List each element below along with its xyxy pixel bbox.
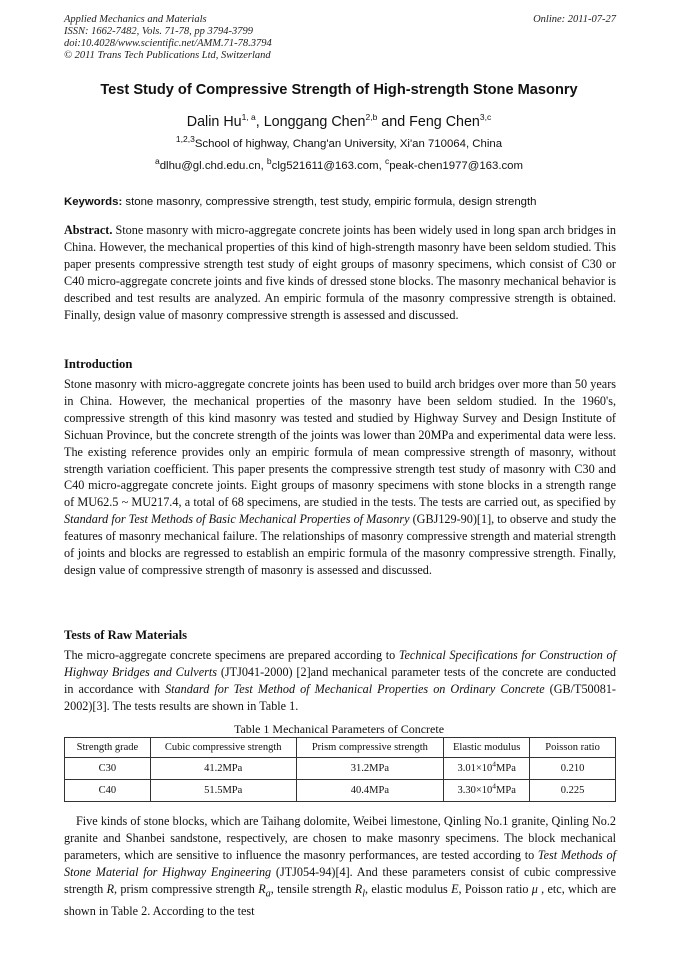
raw-standard-title: Technical Specifications for Construction of Highway Bridges and Culverts: [64, 648, 616, 679]
table-cell-poisson: 0.210: [530, 758, 616, 780]
table-row: [65, 758, 616, 780]
stone-text: , tensile strength: [270, 881, 355, 896]
email-sup: a: [154, 156, 160, 167]
affiliation: [40, 134, 638, 150]
author-name: Feng Chen: [409, 114, 480, 130]
table-header-cell: Strength grade: [65, 738, 151, 758]
stone-text: , elastic modulus: [365, 881, 452, 896]
table-header-cell: Prism compressive strength: [296, 738, 444, 758]
journal-copyright: © 2011 Trans Tech Publications Ltd, Switzerland: [64, 50, 271, 61]
table1-caption: Table 1 Mechanical Parameters of Concrete: [233, 722, 445, 736]
stone-text: Five kinds of stone blocks, which are Taihang dolomite, Weibei limestone, Qinling No.1 granite, Qinling No.2 granite and Shanbei sandstone, respectively, are chosen to make masonry specimens. The block mechanical parameters, which are sensitive to influence the masonry performances, are tested according to: [64, 814, 616, 862]
keywords-label: Keywords:: [64, 196, 123, 208]
email-sup: c: [384, 156, 390, 167]
table-cell-grade: C30: [65, 758, 151, 780]
symbol-mu: μ: [531, 881, 538, 896]
table-cell-elastic: [444, 780, 530, 802]
intro-text: Stone masonry with micro-aggregate concrete joints has been used to build arch bridges over more than 50 years in China. However, the mechanical properties of the masonry have been seldom studied. In the 1960's, compressive strength of this kind masonry was tested and studied by Highway Survey and Design Institute of Sichuan Province, but the concrete strength of the joints was lower than 20MPa and experimental data were less. The existing reference provides only an empiric formula of mean compressive strength of masonry, without strength variation coefficient. This paper presents the compressive strength test study of masonry with C30 and C40 micro-aggregate concrete joints. Eight groups of masonry specimens with stone blocks in a strength range of MU62.5 ~ MU217.4, a total of 68 specimens, are studied in the tests. The tests are carried out, as specified by: [64, 377, 616, 510]
online-date: Online: 2011-07-27: [533, 14, 616, 25]
symbol-R: R: [106, 881, 115, 896]
journal-doi: doi:10.4028/www.scientific.net/AMM.71-78.3794: [64, 38, 272, 49]
abstract-label: Abstract.: [64, 223, 113, 237]
symbol-Rl-sub: l: [362, 888, 366, 900]
symbol-Ra: R: [258, 881, 266, 896]
intro-text: (GBJ129-90)[1], to observe and study the features of masonry mechanical failure. The relationships of masonry compressive strength and material strength of joints and blocks are regressed to establish an empiric formula of the masonry compressive strength. Finally, design value of compressive strength of masonry is assessed and discussed.: [64, 512, 616, 577]
keywords: [64, 196, 616, 208]
keywords-text: stone masonry, compressive strength, test study, empiric formula, design strength: [125, 196, 537, 208]
table-cell-prism: 40.4MPa: [296, 780, 444, 802]
table1: [64, 737, 616, 802]
table-header-row: [65, 738, 616, 758]
raw-text: (GB/T50081-2002)[3]. The tests results are shown in Table 1.: [64, 681, 616, 713]
raw-materials-heading: Tests of Raw Materials: [64, 628, 188, 642]
raw-text: The micro-aggregate concrete specimens are prepared according to: [64, 648, 399, 662]
author-sup: 2,b: [365, 112, 378, 123]
author-sup: 1, a: [241, 112, 256, 123]
table-cell-cubic: 41.2MPa: [150, 758, 296, 780]
stone-standard-title: Test Methods of Stone Material for Highway Engineering: [64, 847, 616, 879]
elastic-base: 3.01×10: [457, 763, 493, 774]
raw-text: (JTJ041-2000) [2]and mechanical parameter tests of the concrete are conducted in accordance with: [64, 664, 616, 696]
email-address: peak-chen1977@163.com: [389, 160, 524, 172]
email-sup: b: [266, 156, 272, 167]
table-header-cell: Poisson ratio: [530, 738, 616, 758]
abstract: [64, 222, 616, 323]
abstract-text: Stone masonry with micro-aggregate concrete joints has been widely used in long span arch bridges in China. However, the mechanical properties of this kind of high-strength masonry have been seldom studied. This paper presents compressive strength test study of eight groups of masonry specimens, which consist of C30 or C40 micro-aggregate concrete joints and five kinds of dressed stone blocks. The masonry mechanical behavior is described and test results are analyzed. An empiric formula of the masonry compressive strength is obtained. Finally, design value of masonry compressive strength is assessed and discussed.: [64, 223, 617, 322]
author-name: Dalin Hu: [186, 114, 242, 130]
elastic-exponent: 4: [492, 781, 497, 791]
table-cell-cubic: 51.5MPa: [150, 780, 296, 802]
intro-standard-title: Standard for Test Methods of Basic Mechanical Properties of Masonry: [64, 512, 410, 527]
symbol-Ra-sub: a: [265, 888, 271, 900]
raw-standard-title: Standard for Test Method of Mechanical Properties on Ordinary Concrete: [165, 681, 545, 696]
email-list: $^a$dlhu@gl.chd.edu.cn, $^b$clg521611@163.com, $^c$peak-chen1977@163.com: [154, 156, 524, 172]
stone-paragraph: [64, 813, 616, 920]
table-cell-grade: C40: [65, 780, 151, 802]
table-cell-prism: 31.2MPa: [296, 758, 444, 780]
table-cell-elastic: [444, 758, 530, 780]
elastic-unit: MPa: [496, 785, 516, 796]
stone-text: , prism compressive strength: [114, 881, 259, 896]
affiliation-sup: 1,2,3: [175, 134, 195, 145]
stone-text: (JTJ054-94)[4]. And these parameters consist of cubic compressive strength: [64, 864, 616, 896]
introduction-heading: Introduction: [64, 357, 133, 371]
author-separator: ,: [255, 114, 264, 130]
elastic-base: 3.30×10: [457, 785, 493, 796]
table-cell-poisson: 0.225: [530, 780, 616, 802]
author-list: [40, 114, 638, 130]
email-address: dlhu@gl.chd.edu.cn: [159, 160, 261, 172]
author-sup: 3,c: [479, 112, 492, 123]
raw-materials-paragraph: [64, 647, 616, 715]
journal-name: Applied Mechanics and Materials: [64, 14, 207, 25]
affiliation-text: School of highway, Chang'an University, Xi'an 710064, China: [194, 138, 503, 150]
table-header-cell: Cubic compressive strength: [150, 738, 296, 758]
journal-header: [64, 14, 616, 62]
table-header-cell: Elastic modulus: [444, 738, 530, 758]
elastic-unit: MPa: [496, 763, 516, 774]
symbol-Rl: R: [354, 881, 363, 896]
paper-title: Test Study of Compressive Strength of High-strength Stone Masonry: [100, 82, 578, 98]
introduction-paragraph: [64, 376, 616, 579]
stone-text: , etc, which are shown in Table 2. According to the test: [64, 881, 617, 918]
stone-text: , Poisson ratio: [458, 881, 532, 896]
table-row: [65, 780, 616, 802]
email-address: clg521611@163.com: [271, 160, 379, 172]
journal-issn: ISSN: 1662-7482, Vols. 71-78, pp 3794-3799: [64, 26, 253, 37]
author-name: Longgang Chen: [263, 114, 366, 130]
symbol-E: E: [451, 881, 459, 896]
elastic-exponent: 4: [492, 759, 497, 769]
author-separator: and: [377, 114, 410, 130]
